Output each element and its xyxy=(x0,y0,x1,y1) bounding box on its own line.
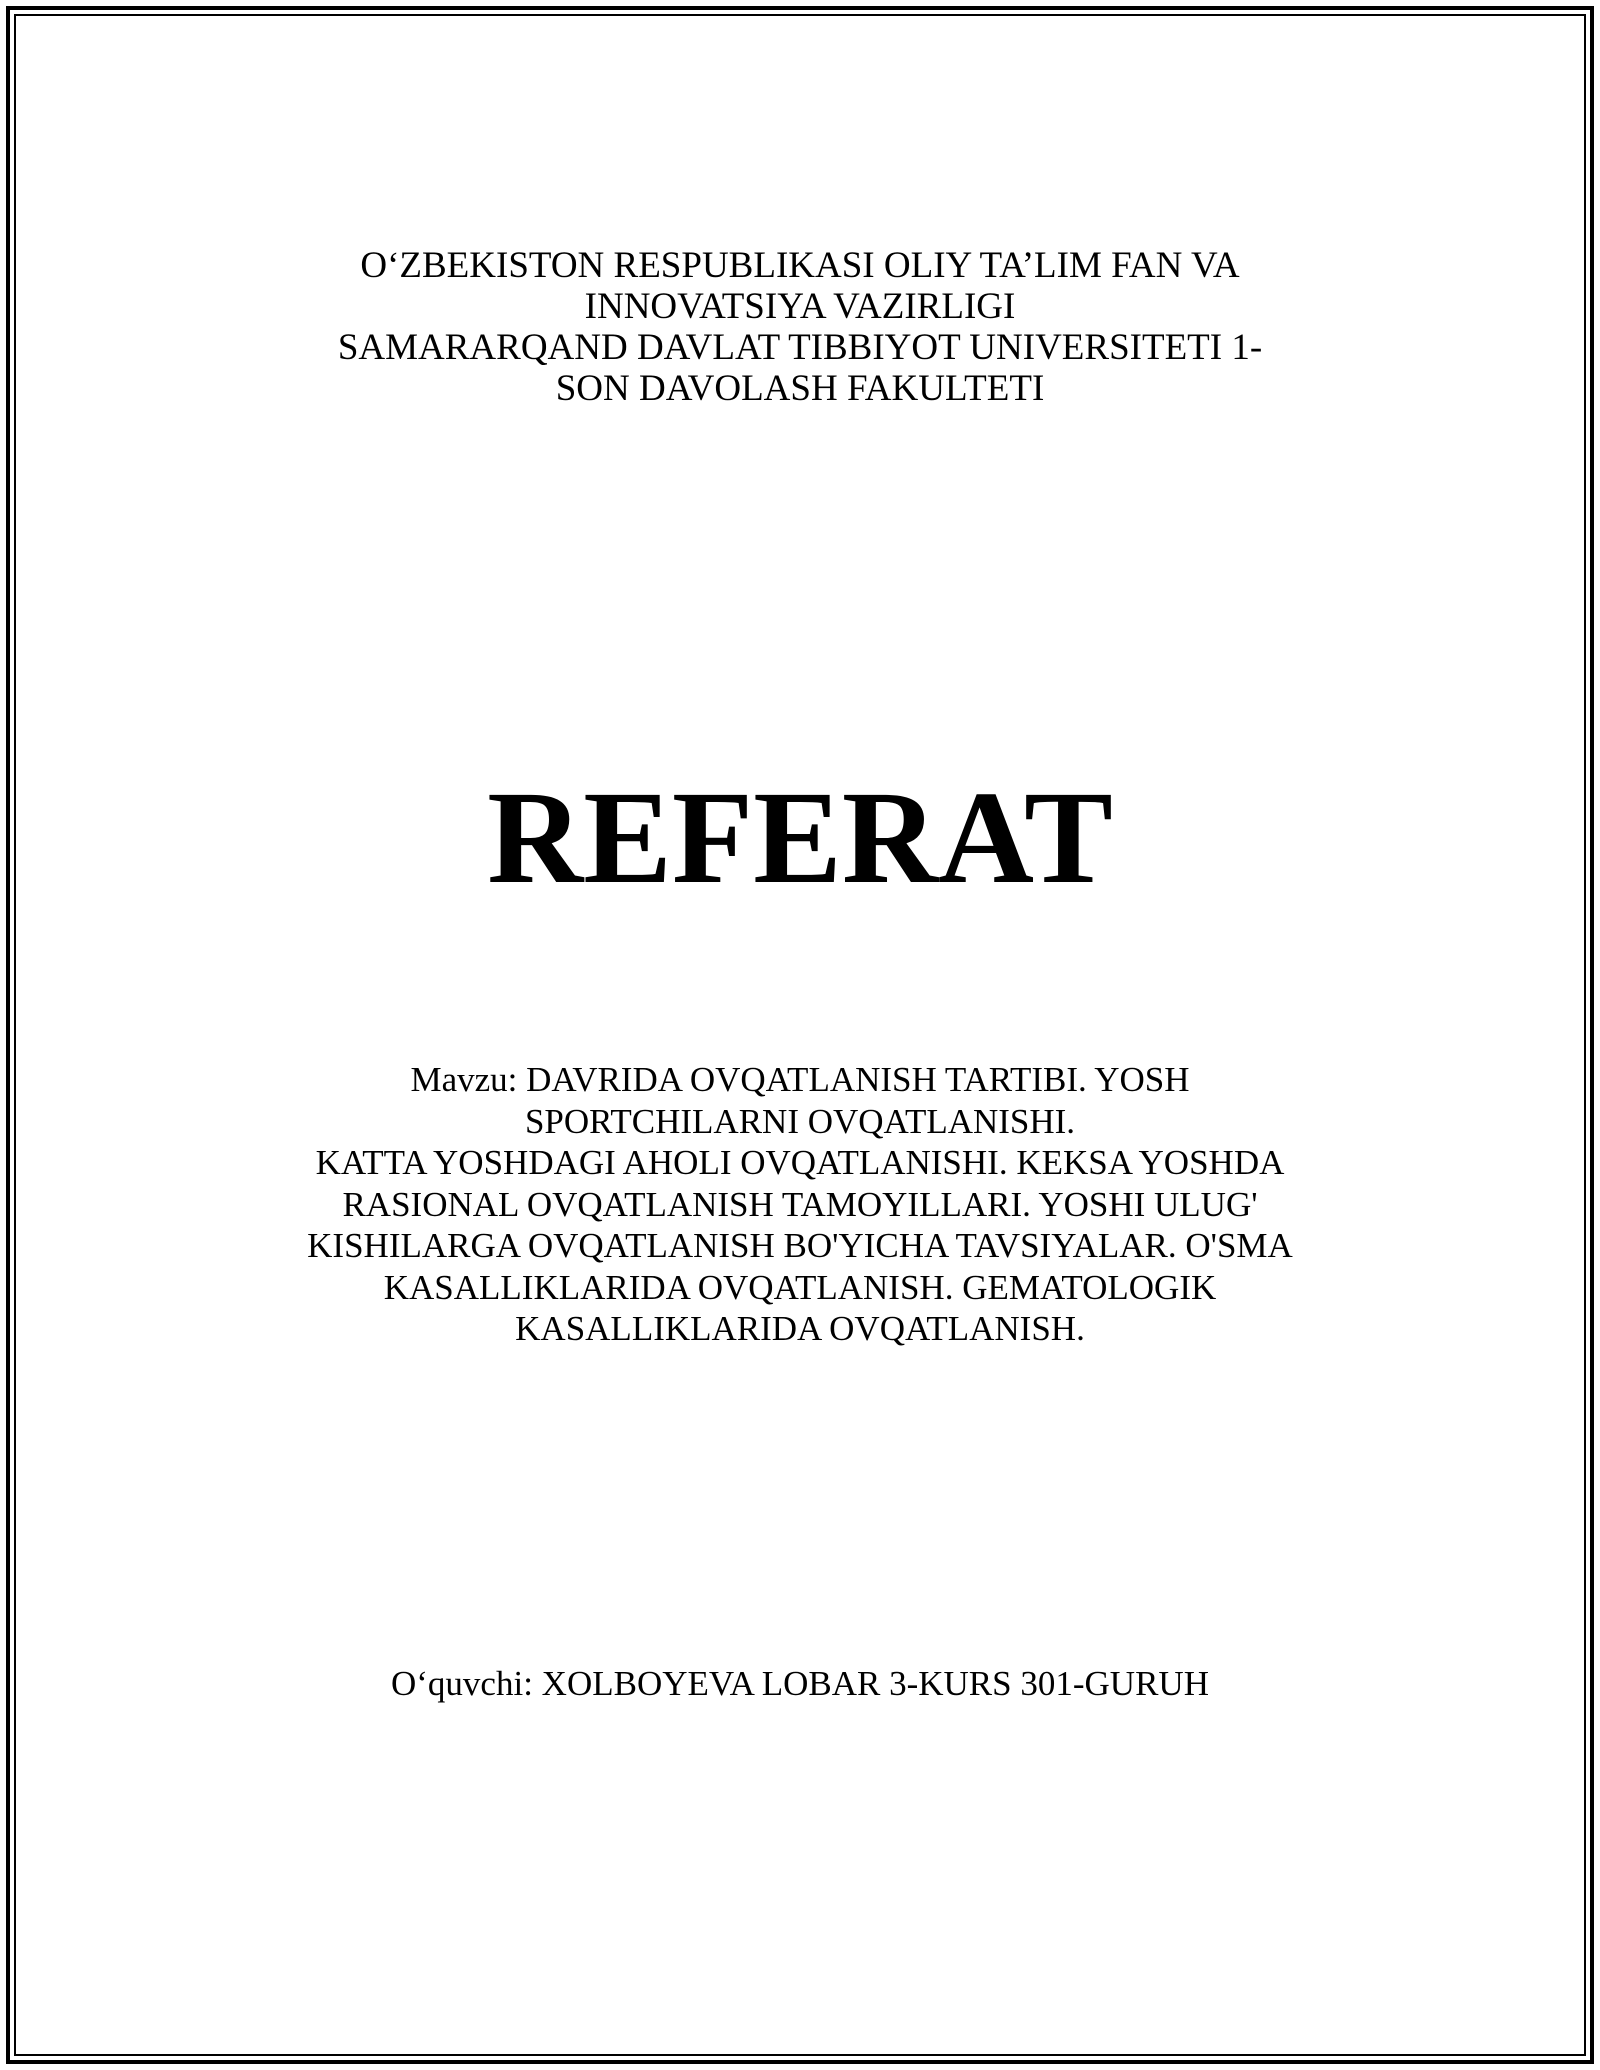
header-line: SAMARARQAND DAVLAT TIBBIYOT UNIVERSITETI 1- xyxy=(337,327,1263,368)
topic-line: RASIONAL OVQATLANISH TAMOYILLARI. YOSHI ULUG' xyxy=(342,1184,1258,1224)
document-title: REFERAT xyxy=(487,763,1113,911)
institution-header xyxy=(0,245,1600,409)
header-line: O‘ZBEKISTON RESPUBLIKASI OLIY TA’LIM FAN VA xyxy=(360,245,1240,286)
header-line: SON DAVOLASH FAKULTETI xyxy=(555,368,1045,409)
topic-line: KASALLIKLARIDA OVQATLANISH. xyxy=(515,1309,1085,1348)
student-info: O‘quvchi: XOLBOYEVA LOBAR 3-KURS 301-GURUH xyxy=(391,1664,1209,1703)
topic-line: Mavzu: DAVRIDA OVQATLANISH TARTIBI. YOSH xyxy=(410,1060,1190,1099)
header-line: INNOVATSIYA VAZIRLIGI xyxy=(584,286,1016,327)
topic-line: KATTA YOSHDAGI AHOLI OVQATLANISHI. KEKSA YOSHDA xyxy=(315,1143,1285,1182)
topic-line: KASALLIKLARIDA OVQATLANISH. GEMATOLOGIK xyxy=(383,1267,1217,1307)
topic-section xyxy=(0,1059,1600,1350)
topic-line: KISHILARGA OVQATLANISH BO'YICHA TAVSIYALAR. O'SMA xyxy=(307,1226,1293,1265)
topic-line: SPORTCHILARNI OVQATLANISHI. xyxy=(524,1101,1076,1141)
